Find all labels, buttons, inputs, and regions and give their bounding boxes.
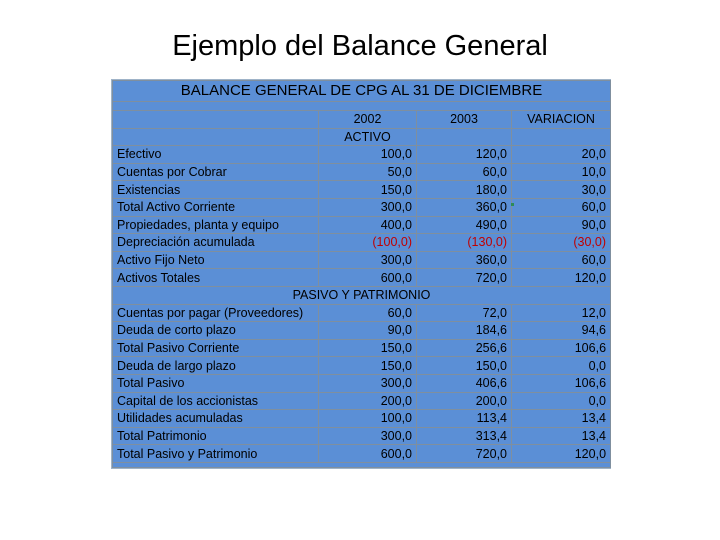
row-label: Activos Totales <box>113 269 319 287</box>
cell-2002: 300,0 <box>319 198 417 216</box>
row-label: Cuentas por Cobrar <box>113 163 319 181</box>
table-row <box>113 322 611 340</box>
cell-2003: 720,0 <box>417 445 512 463</box>
cell-2002: 100,0 <box>319 146 417 164</box>
row-label: Deuda de largo plazo <box>113 357 319 375</box>
table-row <box>113 410 611 428</box>
balance-sheet-table <box>111 79 611 469</box>
cell-variacion: 60,0 <box>512 198 611 216</box>
cell-2002: 300,0 <box>319 427 417 445</box>
cell-variacion: 120,0 <box>512 269 611 287</box>
cell-2002: 300,0 <box>319 374 417 392</box>
section-row-liabilities <box>113 286 611 304</box>
cell-2002: 150,0 <box>319 357 417 375</box>
cell-2002: 60,0 <box>319 304 417 322</box>
cell-variacion: 120,0 <box>512 445 611 463</box>
cell-2003: 720,0 <box>417 269 512 287</box>
cell-2002: (100,0) <box>319 234 417 252</box>
cell-2002: 600,0 <box>319 269 417 287</box>
cell-variacion: 10,0 <box>512 163 611 181</box>
row-label: Efectivo <box>113 146 319 164</box>
table-row <box>113 146 611 164</box>
row-label: Cuentas por pagar (Proveedores) <box>113 304 319 322</box>
cell-2003: 180,0 <box>417 181 512 199</box>
cell-variacion: (30,0) <box>512 234 611 252</box>
cell-variacion: 12,0 <box>512 304 611 322</box>
table-row <box>113 374 611 392</box>
row-label: Deuda de corto plazo <box>113 322 319 340</box>
cell-2003: 200,0 <box>417 392 512 410</box>
cell-2003: 113,4 <box>417 410 512 428</box>
table-row <box>113 198 611 216</box>
cell-2002: 50,0 <box>319 163 417 181</box>
cell-variacion: 94,6 <box>512 322 611 340</box>
cell-2002: 150,0 <box>319 339 417 357</box>
cell-2003: 60,0 <box>417 163 512 181</box>
cell-2003: 490,0 <box>417 216 512 234</box>
cell-2002: 200,0 <box>319 392 417 410</box>
table-row <box>113 339 611 357</box>
cell-2003: 360,0 <box>417 251 512 269</box>
slide-title: Ejemplo del Balance General <box>172 30 548 62</box>
cell-variacion: 13,4 <box>512 427 611 445</box>
cell-2002: 400,0 <box>319 216 417 234</box>
section-row-assets <box>113 128 611 146</box>
header-row <box>113 111 611 129</box>
row-label: Utilidades acumuladas <box>113 410 319 428</box>
cell-2003: 150,0 <box>417 357 512 375</box>
table-row <box>113 357 611 375</box>
cell-variacion: 106,6 <box>512 374 611 392</box>
cell-variacion: 0,0 <box>512 392 611 410</box>
cell-2003: (130,0) <box>417 234 512 252</box>
cell-2003: 72,0 <box>417 304 512 322</box>
cell-2003: 406,6 <box>417 374 512 392</box>
cell-variacion: 30,0 <box>512 181 611 199</box>
row-label: Depreciación acumulada <box>113 234 319 252</box>
table-row <box>113 269 611 287</box>
row-label: Total Pasivo y Patrimonio <box>113 445 319 463</box>
cell-variacion: 20,0 <box>512 146 611 164</box>
cell-2002: 300,0 <box>319 251 417 269</box>
cell-2002: 90,0 <box>319 322 417 340</box>
banner-row <box>113 81 611 102</box>
row-label: Total Pasivo <box>113 374 319 392</box>
spacer-row <box>113 462 611 467</box>
table-row <box>113 427 611 445</box>
table-row <box>113 216 611 234</box>
cell-variacion: 0,0 <box>512 357 611 375</box>
section-label-assets: ACTIVO <box>319 128 417 146</box>
row-label: Propiedades, planta y equipo <box>113 216 319 234</box>
table-row <box>113 251 611 269</box>
table-row <box>113 392 611 410</box>
row-label: Existencias <box>113 181 319 199</box>
cell-2003: 120,0 <box>417 146 512 164</box>
blank-row <box>113 102 611 111</box>
cell-2003: 360,0 <box>417 198 512 216</box>
header-variacion: VARIACION <box>512 111 611 129</box>
header-2003: 2003 <box>417 111 512 129</box>
row-label: Total Patrimonio <box>113 427 319 445</box>
row-label: Total Activo Corriente <box>113 198 319 216</box>
row-label: Activo Fijo Neto <box>113 251 319 269</box>
table-body <box>113 81 611 468</box>
cell-variacion: 13,4 <box>512 410 611 428</box>
cell-2002: 150,0 <box>319 181 417 199</box>
cell-variacion: 60,0 <box>512 251 611 269</box>
header-2002: 2002 <box>319 111 417 129</box>
table-row <box>113 445 611 463</box>
table-row <box>113 304 611 322</box>
cell-marker <box>511 203 514 206</box>
cell-2002: 600,0 <box>319 445 417 463</box>
cell-variacion: 106,6 <box>512 339 611 357</box>
cell-2003: 184,6 <box>417 322 512 340</box>
cell-variacion: 90,0 <box>512 216 611 234</box>
table-row <box>113 163 611 181</box>
cell-2003: 256,6 <box>417 339 512 357</box>
header-empty <box>113 111 319 129</box>
row-label: Capital de los accionistas <box>113 392 319 410</box>
section-label-liabilities: PASIVO Y PATRIMONIO <box>113 286 611 304</box>
cell-2003: 313,4 <box>417 427 512 445</box>
table-row <box>113 181 611 199</box>
sheet-banner: BALANCE GENERAL DE CPG AL 31 DE DICIEMBRE <box>113 81 611 102</box>
row-label: Total Pasivo Corriente <box>113 339 319 357</box>
table-row <box>113 234 611 252</box>
cell-2002: 100,0 <box>319 410 417 428</box>
